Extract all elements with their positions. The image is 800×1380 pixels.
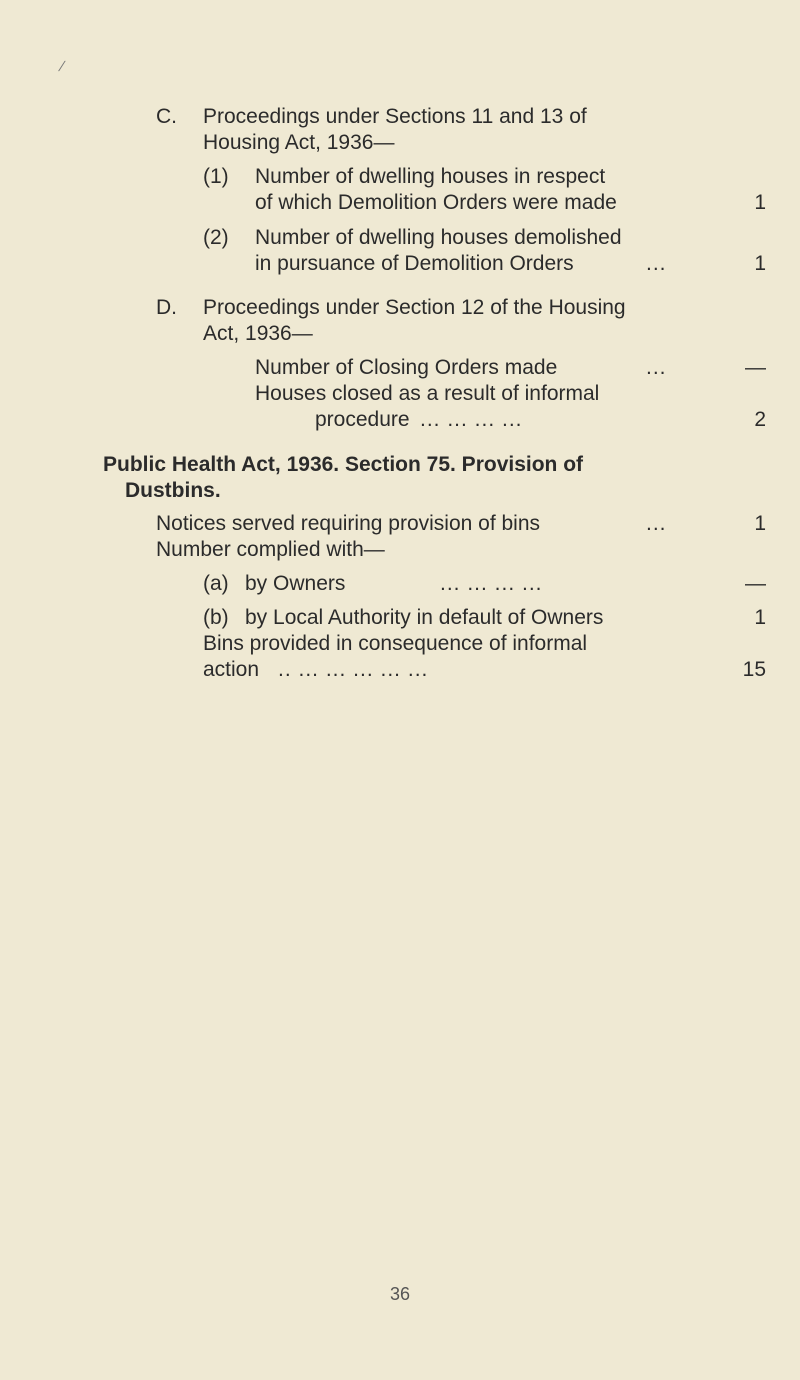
section-c-item-2-line2: in pursuance of Demolition Orders [255,252,574,275]
section-c-item-1-num: (1) [203,165,229,188]
dustbins-heading-2: Dustbins. [125,479,221,502]
dustbins-item-2-label: Number complied with— [156,538,385,561]
section-c-item-1-line2: of which Demolition Orders were made [255,191,617,214]
section-d-item-2-dots: ... ... ... ... [420,408,523,431]
section-c-title-1: Proceedings under Sections 11 and 13 of [203,105,587,128]
dustbins-heading-1: Public Health Act, 1936. Section 75. Provision of [103,453,584,476]
section-d-item-1-label: Number of Closing Orders made [255,356,558,379]
dustbins-item-5-dots: .. ... ... ... ... ... [278,658,429,681]
section-d-item-2-value: 2 [754,408,766,431]
dustbins-item-3-num: (a) [203,572,229,595]
section-d-item-1-value: — [745,356,766,379]
page-number: 36 [389,1284,411,1304]
section-c-item-2-value: 1 [754,252,766,275]
dustbins-item-3-label: by Owners [245,572,346,595]
dustbins-item-1-value: 1 [754,512,766,535]
dustbins-item-1-dots: ... [646,512,667,535]
section-c-item-2-dots: ... [646,252,667,275]
dustbins-item-5-line1: Bins provided in consequence of informal [203,632,588,655]
dustbins-item-4-value: 1 [754,606,766,629]
section-c-item-1-line1: Number of dwelling houses in respect [255,165,606,188]
stray-mark: / [57,58,67,74]
dustbins-item-3-dots: ... ... ... ... [440,572,543,595]
dustbins-item-4-label: by Local Authority in default of Owners [245,606,604,629]
dustbins-item-1-label: Notices served requiring provision of bins [156,512,541,535]
dustbins-item-3-value: — [745,572,766,595]
section-d-item-2-line1: Houses closed as a result of informal [255,382,600,405]
section-d-title-2: Act, 1936— [203,322,313,345]
section-c-item-1-value: 1 [754,191,766,214]
section-d-item-2-line2: procedure [315,408,410,431]
section-c-item-2-line1: Number of dwelling houses demolished [255,226,622,249]
section-d-title-1: Proceedings under Section 12 of the Housing [203,296,626,319]
section-c-letter: C. [156,105,177,128]
section-d-item-1-dots: ... [646,356,667,379]
dustbins-item-4-num: (b) [203,606,229,629]
section-d-letter: D. [156,296,177,319]
dustbins-item-5-value: 15 [742,658,766,681]
section-c-item-2-num: (2) [203,226,229,249]
section-c-title-2: Housing Act, 1936— [203,131,395,154]
dustbins-item-5-line2: action [203,658,260,681]
